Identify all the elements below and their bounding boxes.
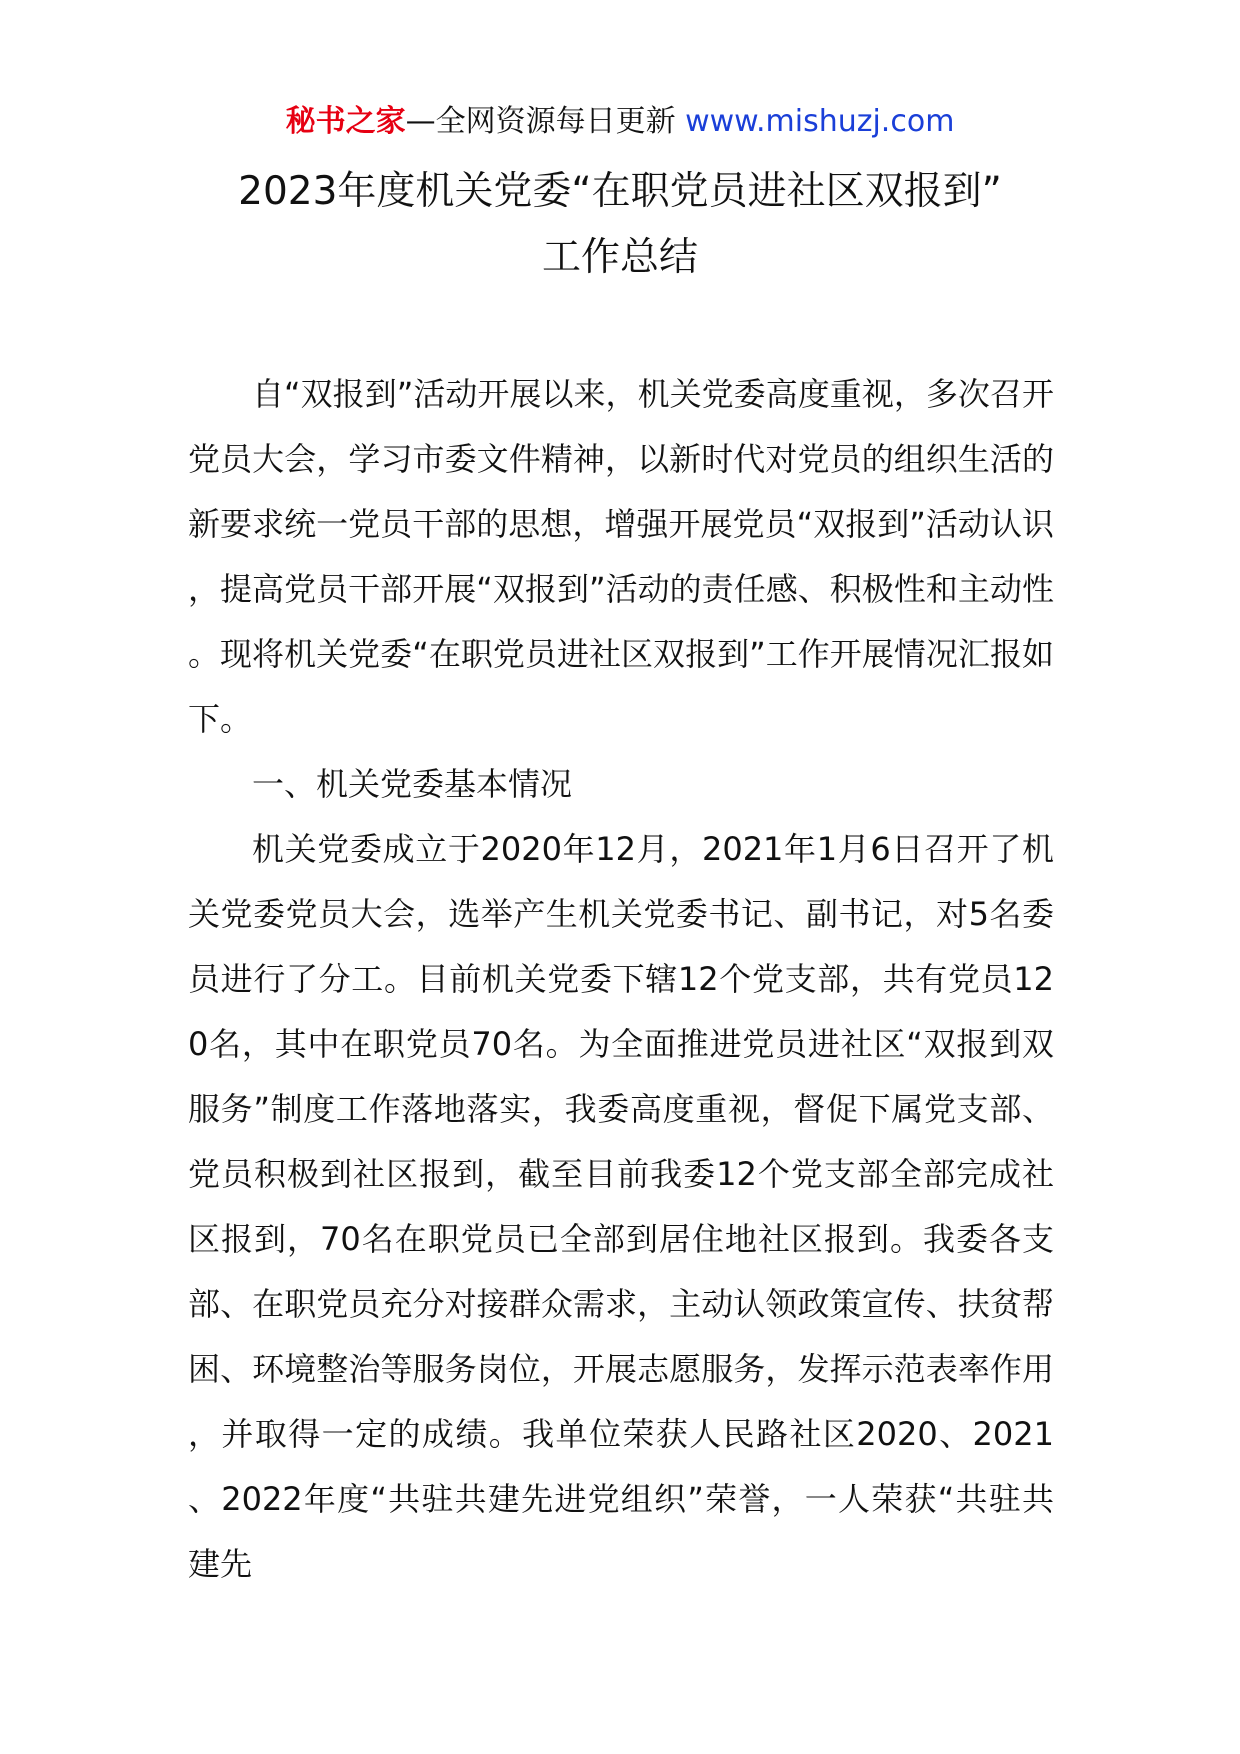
document-title-line-2: 工作总结 [541,235,698,280]
document-body [188,362,1054,1597]
document-title-line-1: 2023年度机关党委“在职党员进社区双报到” [238,169,1002,214]
site-slogan: —全网资源每日更新 [405,104,676,139]
site-url[interactable]: www.mishuzj.com [675,104,955,139]
site-header [0,100,1240,144]
intro-paragraph: 自“双报到”活动开展以来，机关党委高度重视，多次召开党员大会，学习市委文件精神，以新时代对党员的组织生活的新要求统一党员干部的思想，增强开展党员“双报到”活动认识，提高党员干部开展“双报到”活动的责任感、积极性和主动性。现将机关党委“在职党员进社区双报到”工作开展情况汇报如下。 [188,375,1054,738]
section-heading-1: 一、机关党委基本情况 [252,765,573,803]
section-1-paragraph: 机关党委成立于2020年12月，2021年1月6日召开了机关党委党员大会，选举产生机关党委书记、副书记，对5名委员进行了分工。目前机关党委下辖12个党支部，共有党员120名，其中在职党员70名。为全面推进党员进社区“双报到双服务”制度工作落地落实，我委高度重视，督促下属党支部、党员积极到社区报到，截至目前我委12个党支部全部完成社区报到，70名在职党员已全部到居住地社区报到。我委各支部、在职党员充分对接群众需求，主动认领政策宣传、扶贫帮困、环境整治等服务岗位，开展志愿服务，发挥示范表率作用，并取得一定的成绩。我单位荣获人民路社区2020、2021、2022年度“共驻共建先进党组织”荣誉，一人荣获“共驻共建先 [188,830,1054,1583]
site-brand: 秘书之家 [285,104,406,139]
